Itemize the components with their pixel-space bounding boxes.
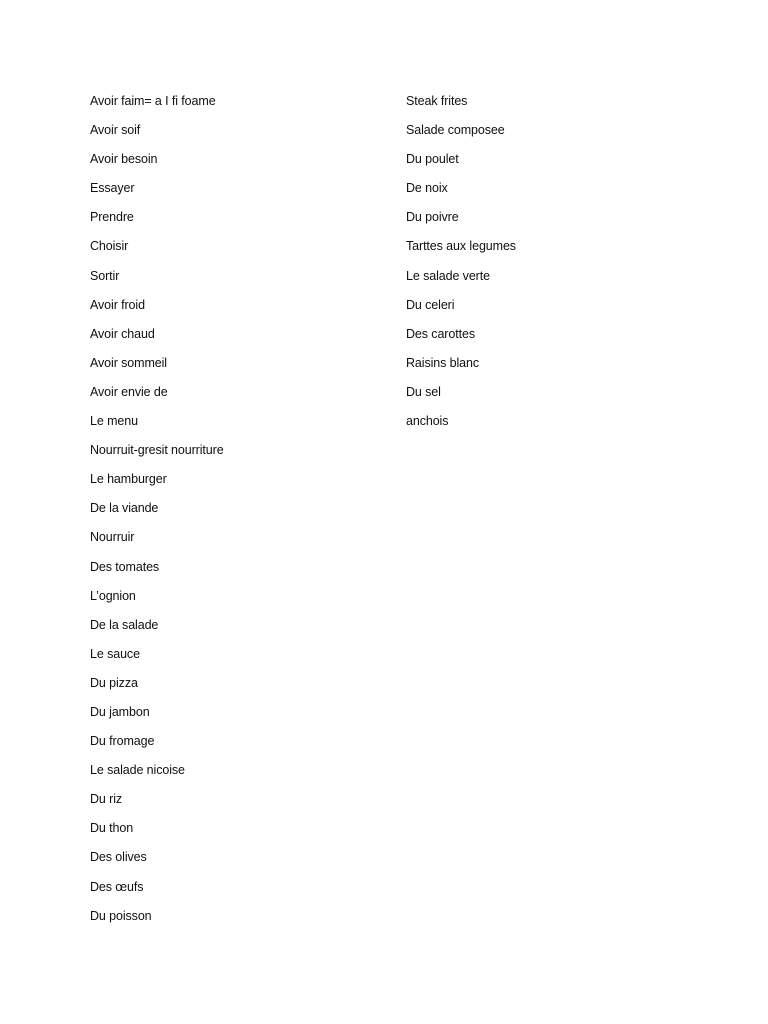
list-item: Le salade verte [406, 268, 490, 283]
list-item: Avoir besoin [90, 152, 158, 167]
list-item: De la viande [90, 501, 159, 516]
list-item: Le hamburger [90, 472, 167, 487]
list-item: Des carottes [406, 326, 475, 341]
list-item: L’ognion [90, 588, 136, 603]
list-item: Steak frites [406, 94, 468, 108]
list-item: Avoir froid [90, 297, 145, 312]
list-item: Choisir [90, 239, 129, 254]
list-item: Nourruir [90, 530, 135, 545]
vocabulary-list-left [90, 91, 390, 935]
list-item: Du poulet [406, 152, 459, 167]
vocabulary-list-right [406, 91, 706, 440]
list-item: Nourruit-gresit nourriture [90, 443, 224, 458]
list-item: Essayer [90, 181, 135, 196]
list-item: Le menu [90, 414, 138, 429]
list-item: Du jambon [90, 704, 150, 719]
list-item: Du sel [406, 384, 441, 399]
list-item: Avoir chaud [90, 326, 155, 341]
list-item: Du poisson [90, 908, 152, 923]
list-item: Le sauce [90, 646, 140, 661]
list-item: De noix [406, 181, 448, 196]
list-item: Sortir [90, 268, 120, 283]
list-item: Des tomates [90, 559, 160, 574]
list-item: Du fromage [90, 734, 155, 749]
list-item: Du thon [90, 821, 134, 836]
list-item: Avoir envie de [90, 384, 168, 399]
list-item: Du celeri [406, 297, 455, 312]
list-item: anchois [406, 414, 449, 429]
list-item: Prendre [90, 210, 134, 225]
list-item: Avoir sommeil [90, 355, 167, 370]
list-item: Du poivre [406, 210, 459, 225]
list-item: Tarttes aux legumes [406, 239, 516, 254]
list-item: De la salade [90, 617, 159, 632]
list-item: Avoir soif [90, 123, 141, 138]
list-item: Salade composee [406, 123, 505, 138]
list-item: Des œufs [90, 879, 144, 894]
list-item: Du pizza [90, 675, 138, 690]
list-item: Du riz [90, 792, 123, 807]
list-item: Avoir faim= a I fi foame [90, 94, 216, 108]
list-item: Le salade nicoise [90, 763, 185, 778]
list-item: Raisins blanc [406, 355, 480, 370]
list-item: Des olives [90, 850, 147, 865]
